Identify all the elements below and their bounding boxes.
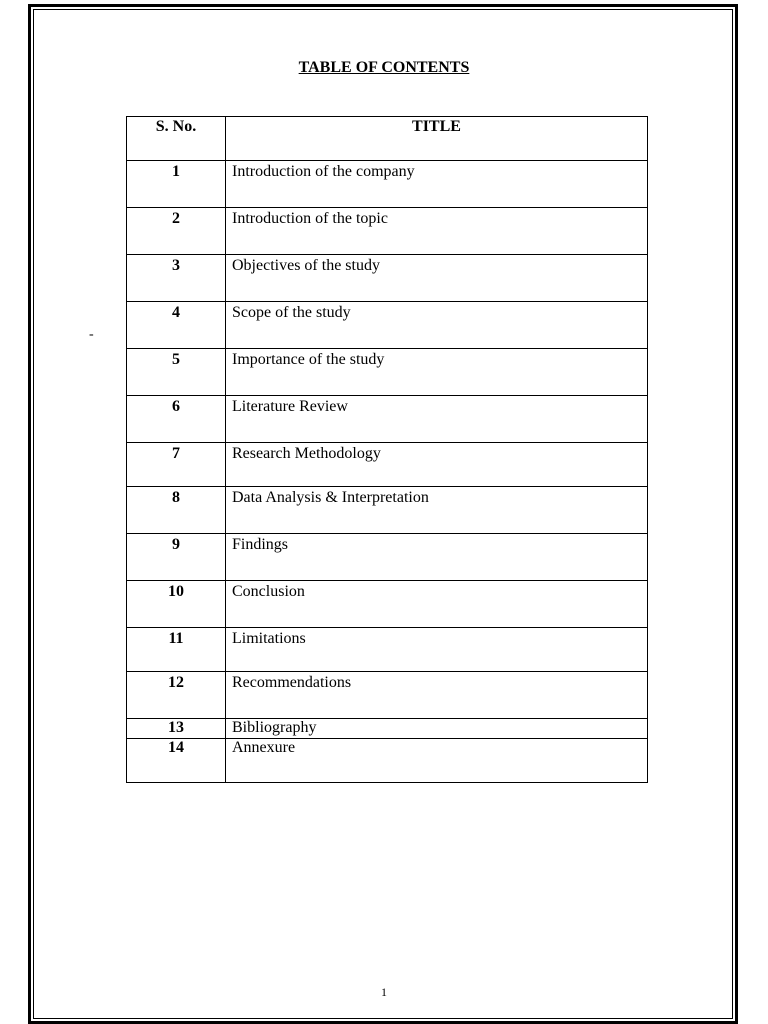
row-sno: 7 [127, 443, 226, 487]
row-title: Annexure [226, 739, 648, 783]
row-title: Conclusion [226, 581, 648, 628]
row-title: Objectives of the study [226, 255, 648, 302]
row-title: Introduction of the topic [226, 208, 648, 255]
page-title: TABLE OF CONTENTS [298, 59, 470, 76]
table-row [127, 739, 648, 783]
toc-header-row [127, 117, 648, 161]
row-title: Findings [226, 534, 648, 581]
row-sno: 4 [127, 302, 226, 349]
stray-mark: - [89, 327, 94, 342]
row-title: Introduction of the company [226, 161, 648, 208]
table-row [127, 719, 648, 739]
header-sno: S. No. [127, 117, 226, 161]
table-row [127, 628, 648, 672]
row-title: Importance of the study [226, 349, 648, 396]
row-title: Bibliography [226, 719, 648, 739]
row-title: Recommendations [226, 672, 648, 719]
table-row [127, 534, 648, 581]
table-row [127, 349, 648, 396]
table-row [127, 396, 648, 443]
table-row [127, 443, 648, 487]
header-title: TITLE [226, 117, 648, 161]
row-sno: 9 [127, 534, 226, 581]
table-row [127, 161, 648, 208]
row-sno: 1 [127, 161, 226, 208]
page-number: 1 [381, 985, 387, 999]
table-row [127, 672, 648, 719]
row-sno: 12 [127, 672, 226, 719]
row-sno: 14 [127, 739, 226, 783]
row-title: Research Methodology [226, 443, 648, 487]
row-sno: 6 [127, 396, 226, 443]
row-sno: 2 [127, 208, 226, 255]
row-sno: 8 [127, 487, 226, 534]
row-sno: 5 [127, 349, 226, 396]
row-sno: 3 [127, 255, 226, 302]
table-row [127, 487, 648, 534]
row-title: Data Analysis & Interpretation [226, 487, 648, 534]
table-row [127, 255, 648, 302]
table-row [127, 581, 648, 628]
table-row [127, 208, 648, 255]
row-title: Limitations [226, 628, 648, 672]
row-title: Scope of the study [226, 302, 648, 349]
row-title: Literature Review [226, 396, 648, 443]
toc-table [126, 116, 648, 783]
table-row [127, 302, 648, 349]
row-sno: 13 [127, 719, 226, 739]
row-sno: 11 [127, 628, 226, 672]
row-sno: 10 [127, 581, 226, 628]
